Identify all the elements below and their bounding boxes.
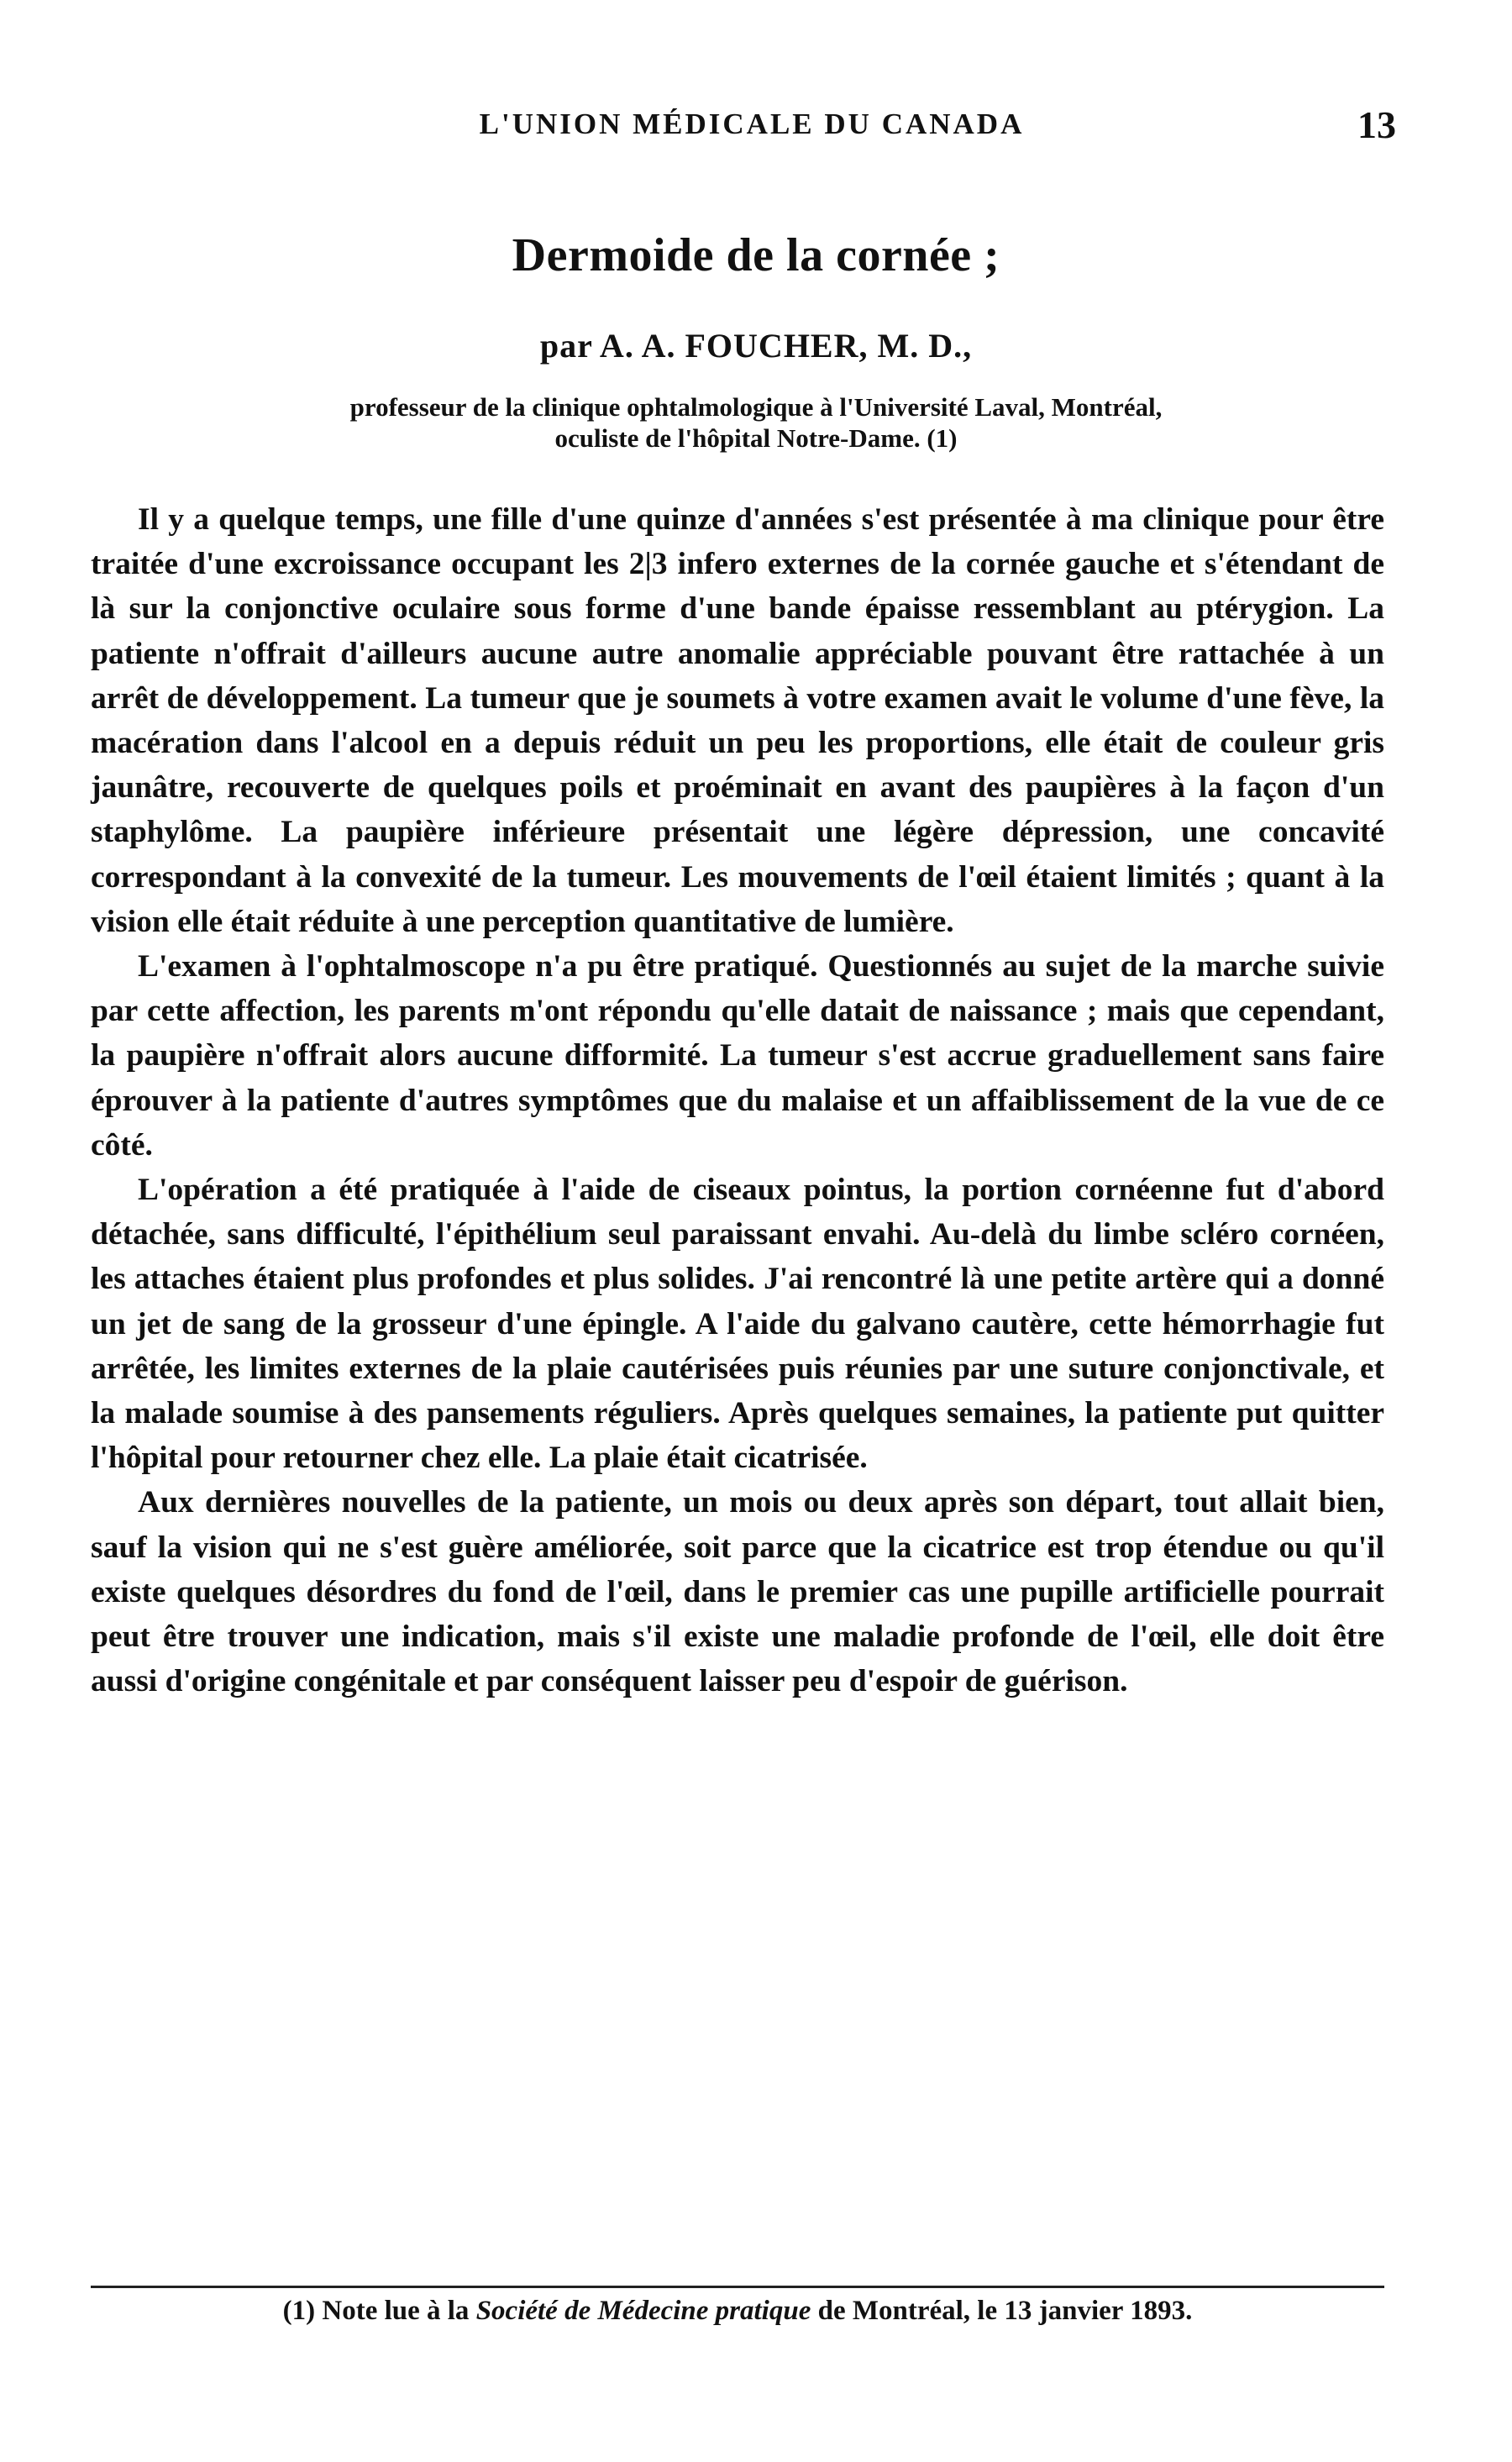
paragraph-3: L'opération a été pratiquée à l'aide de ciseaux pointus, la portion cornéenne fut d'abord détachée, sans difficulté, l'épithélium seul paraissant envahi. Au-delà du limbe scléro cornéen, les attaches étaient plus profondes et plus solides. J'ai rencontré là une petite artère qui a donné un jet de sang de la grosseur d'une épingle. A l'aide du galvano cautère, cette hémorrhagie fut arrêtée, les limites externes de la plaie cautérisées puis réunies par une suture conjonctivale, et la malade soumise à des pansements réguliers. Après quelques semaines, la patiente put quitter l'hôpital pour retourner chez elle. La plaie était cicatrisée.: [91, 1173, 1384, 1476]
paragraph-4: Aux dernières nouvelles de la patiente, un mois ou deux après son départ, tout allait bien, sauf la vision qui ne s'est guère améliorée, soit parce que la cicatrice est trop étendue ou qu'il existe quelques désordres du fond de l'œil, dans le premier cas une pupille artificielle pourrait peut être trouver une indication, mais s'il existe une maladie profonde de l'œil, elle doit être aussi d'origine congénitale et par conséquent laisser peu d'espoir de guérison.: [91, 1485, 1384, 1699]
author-affiliation: [118, 391, 1394, 454]
article-title: Dermoide de la cornée ;: [512, 229, 1000, 281]
paragraph-1: Il y a quelque temps, une fille d'une quinze d'années s'est présentée à ma clinique pour être traitée d'une excroissance occupant les 2|3 infero externes de la cornée gauche et s'étendant de là sur la conjonctive oculaire sous forme d'une bande épaisse ressemblant au ptérygion. La patiente n'offrait d'ailleurs aucune autre anomalie appréciable pouvant être rattachée à un arrêt de développement. La tumeur que je soumets à votre examen avait le volume d'une fève, la macération dans l'alcool en a depuis réduit un peu les proportions, elle était de couleur gris jaunâtre, recouverte de quelques poils et proéminait en avant des paupières à la façon d'un staphylôme. La paupière inférieure présentait une légère dépression, une concavité correspondant à la convexité de la tumeur. Les mouvements de l'œil étaient limités ; quant à la vision elle était réduite à une perception quantitative de lumière.: [91, 502, 1384, 939]
page-number: 13: [1357, 103, 1396, 146]
affiliation-line-1: professeur de la clinique ophtalmologique à l'Université Laval, Montréal,: [349, 392, 1163, 422]
footnote-suffix: de Montréal, le 13 janvier 1893.: [811, 2296, 1193, 2326]
article-body: [91, 497, 1384, 1703]
footnote: [91, 2296, 1384, 2327]
author-byline: par A. A. FOUCHER, M. D.,: [539, 327, 973, 365]
running-title: L'UNION MÉDICALE DU CANADA: [479, 108, 1025, 140]
running-head: [92, 103, 1411, 158]
paragraph-2: L'examen à l'ophtalmoscope n'a pu être pratiqué. Questionnés au sujet de la marche suivie par cette affection, les parents m'ont répondu qu'elle datait de naissance ; mais que cependant, la paupière n'offrait alors aucune difformité. La tumeur s'est accrue graduellement sans faire éprouver à la patiente d'autres symptômes que du malaise et un affaiblissement de la vue de ce côté.: [91, 949, 1384, 1163]
affiliation-line-2: oculiste de l'hôpital Notre-Dame. (1): [554, 423, 958, 453]
footnote-society: Société de Médecine pratique: [475, 2296, 811, 2326]
footnote-prefix: (1) Note lue à la: [282, 2296, 476, 2326]
footnote-divider: [91, 2286, 1384, 2288]
